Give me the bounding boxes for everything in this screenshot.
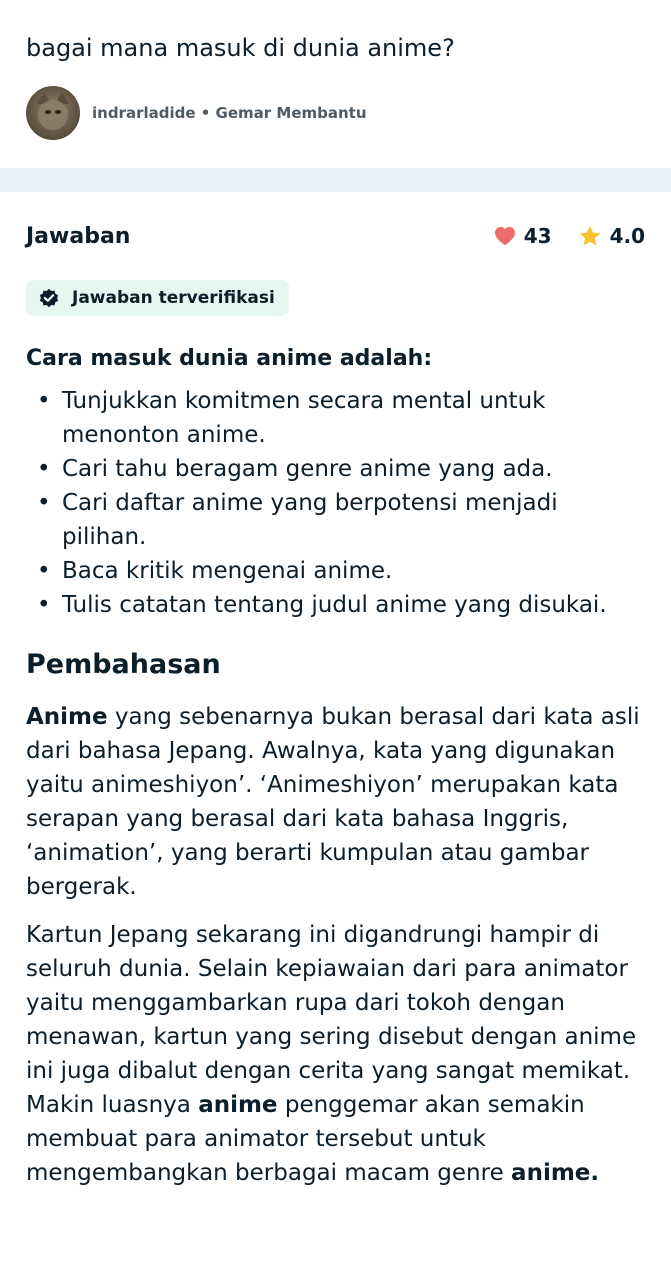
section-title: Pembahasan bbox=[26, 649, 221, 680]
paragraph-2 bbox=[26, 918, 645, 1190]
avatar[interactable] bbox=[26, 86, 80, 140]
steps-list bbox=[26, 384, 645, 622]
star-icon bbox=[578, 225, 602, 248]
verified-label: Jawaban terverifikasi bbox=[72, 288, 275, 308]
author-name[interactable]: indrarladide • Gemar Membantu bbox=[92, 104, 367, 122]
paragraph-text: penggemar akan semakin membuat para animator tersebut untuk mengembangkan berbagai macam genre bbox=[26, 1092, 585, 1186]
question-text: bagai mana masuk di dunia anime? bbox=[26, 34, 455, 62]
rating-stat[interactable] bbox=[578, 224, 645, 248]
list-item: • Cari tahu beragam genre anime yang ada. bbox=[62, 452, 645, 486]
bold-term: Anime bbox=[26, 704, 108, 730]
likes-count: 43 bbox=[523, 224, 552, 248]
verified-badge-icon bbox=[38, 287, 60, 309]
rating-value: 4.0 bbox=[609, 224, 645, 248]
list-item: • Tunjukkan komitmen secara mental untuk menonton anime. bbox=[62, 384, 645, 452]
heart-icon bbox=[494, 226, 516, 246]
paragraph-text: Kartun Jepang sekarang ini digandrungi hampir di seluruh dunia. Selain kepiawaian dari para animator yaitu menggambarkan rupa dari tokoh dengan menawan, kartun yang sering disebut dengan anime ini juga dibalut dengan cerita yang sangat memikat. Makin luasnya bbox=[26, 922, 637, 1118]
list-item: • Baca kritik mengenai anime. bbox=[62, 554, 645, 588]
paragraph-text: yang sebenarnya bukan berasal dari kata asli dari bahasa Jepang. Awalnya, kata yang digunakan yaitu animeshiyon’. ‘Animeshiyon’ merupakan kata serapan yang berasal dari kata bahasa Inggris, ‘animation’, yang berarti kumpulan atau gambar bergerak. bbox=[26, 704, 640, 900]
answer-section bbox=[0, 192, 671, 1190]
list-item: • Cari daftar anime yang berpotensi menjadi pilihan. bbox=[62, 486, 645, 554]
answer-header bbox=[26, 212, 645, 260]
section-divider bbox=[0, 168, 671, 192]
bold-term: anime. bbox=[511, 1160, 600, 1186]
bold-term: anime bbox=[198, 1092, 278, 1118]
verified-badge bbox=[26, 280, 289, 316]
question-section bbox=[0, 0, 671, 146]
answer-stats bbox=[494, 224, 645, 248]
likes-stat[interactable] bbox=[494, 224, 552, 248]
answer-title: Jawaban bbox=[26, 223, 131, 249]
answer-intro: Cara masuk dunia anime adalah: bbox=[26, 346, 433, 371]
paragraph-1 bbox=[26, 700, 645, 904]
question-author[interactable] bbox=[26, 86, 645, 140]
list-item: • Tulis catatan tentang judul anime yang disukai. bbox=[62, 588, 645, 622]
